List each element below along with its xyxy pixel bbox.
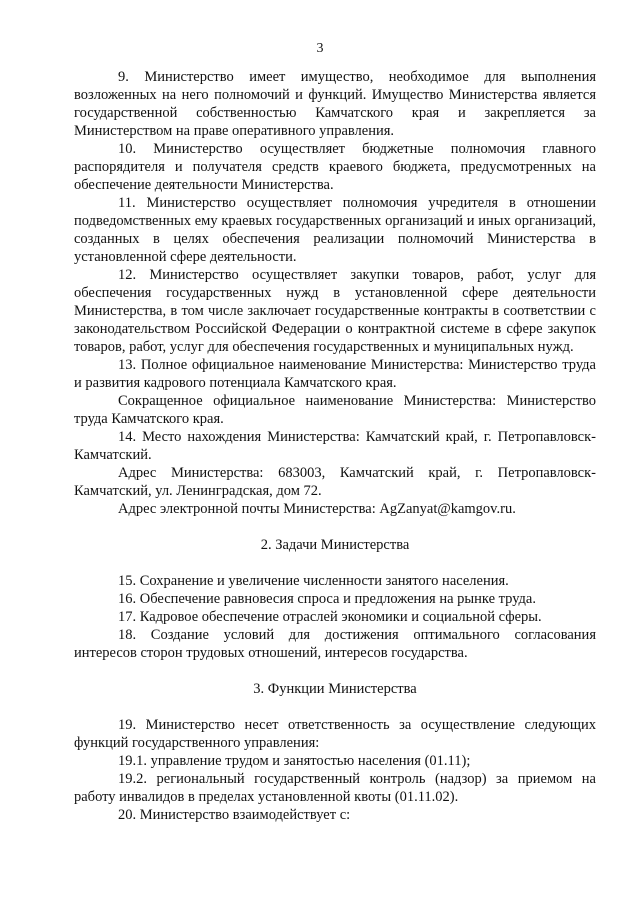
paragraph-11: 11. Министерство осуществляет полномочия учредителя в отношении подведомственных ему краевых государственных организаций и иных организаций, созданных в целях обеспечения реализации полномочий Министерства в установленной сфере деятельности. [74,195,596,265]
paragraph-short-name: Сокращенное официальное наименование Министерства: Министерство труда Камчатского края. [74,393,596,427]
paragraph-19: 19. Министерство несет ответственность за осуществление следующих функций государственного управления: [74,717,596,751]
document-body [74,68,596,824]
paragraph-17: 17. Кадровое обеспечение отраслей экономики и социальной сферы. [118,609,542,625]
paragraph-email: Адрес электронной почты Министерства: AgZanyat@kamgov.ru. [118,501,516,517]
paragraph-13: 13. Полное официальное наименование Министерства: Министерство труда и развития кадрового потенциала Камчатского края. [74,357,596,391]
section-heading-functions: 3. Функции Министерства [253,681,417,697]
paragraph-10: 10. Министерство осуществляет бюджетные полномочия главного распорядителя и получателя средств краевого бюджета, предусмотренных на обеспечение деятельности Министерства. [74,141,596,193]
paragraph-9: 9. Министерство имеет имущество, необходимое для выполнения возложенных на него полномочий и функций. Имущество Министерства является государственной собственностью Камчатского края и закрепляется за Министерством на праве оперативного управления. [74,69,596,139]
page-number: 3 [316,41,324,56]
paragraph-15: 15. Сохранение и увеличение численности занятого населения. [118,573,509,589]
paragraph-20: 20. Министерство взаимодействует с: [118,807,351,823]
paragraph-19-2: 19.2. региональный государственный контроль (надзор) за приемом на работу инвалидов в пределах установленной квоты (01.11.02). [74,771,596,805]
paragraph-address: Адрес Министерства: 683003, Камчатский край, г. Петропавловск-Камчатский, ул. Ленинградская, дом 72. [74,465,596,499]
paragraph-12: 12. Министерство осуществляет закупки товаров, работ, услуг для обеспечения государственных нужд в установленной сфере деятельности Министерства, в том числе заключает государственные контракты в соответствии с законодательством Российской Федерации о контрактной системе в сфере закупок товаров, работ, услуг для обеспечения государственных и муниципальных нужд. [74,267,596,355]
section-heading-tasks: 2. Задачи Министерства [260,537,410,553]
paragraph-18: 18. Создание условий для достижения оптимального согласования интересов сторон трудовых отношений, интересов государства. [74,627,596,661]
paragraph-19-1: 19.1. управление трудом и занятостью населения (01.11); [118,753,471,769]
paragraph-14: 14. Место нахождения Министерства: Камчатский край, г. Петропавловск-Камчатский. [74,429,596,463]
paragraph-16: 16. Обеспечение равновесия спроса и предложения на рынке труда. [118,591,536,607]
